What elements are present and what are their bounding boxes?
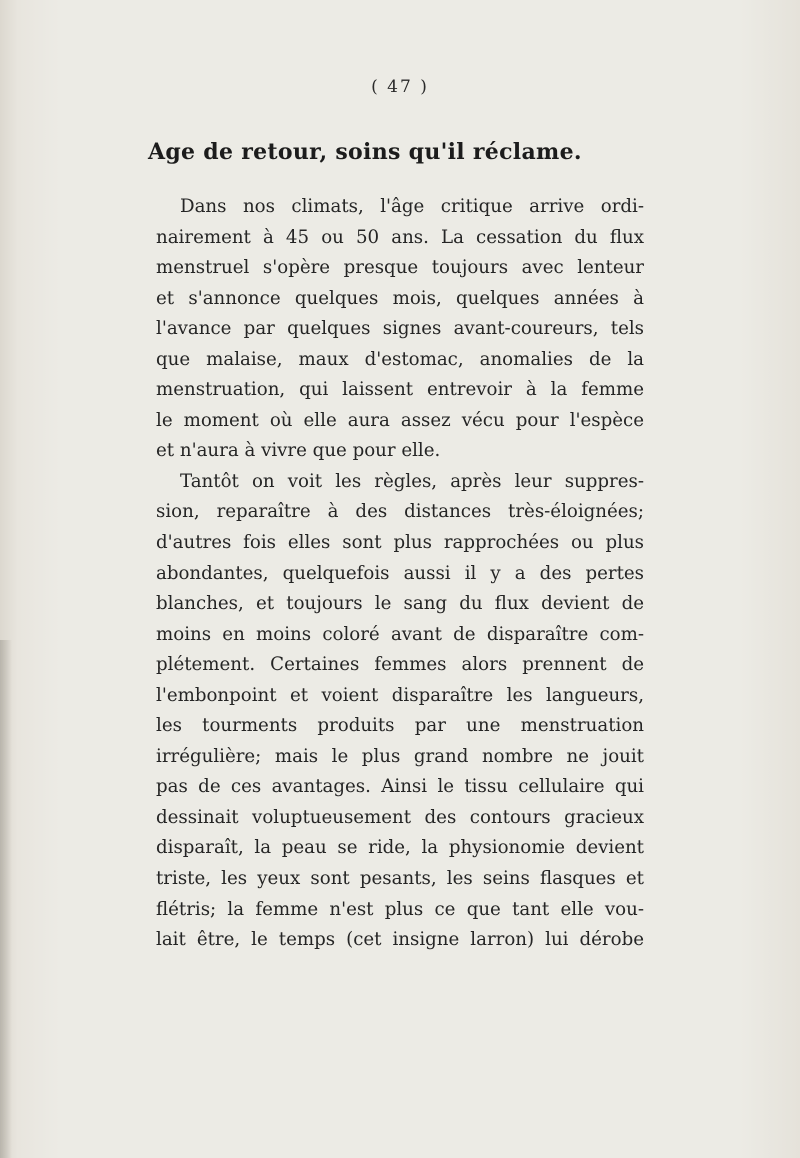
text-line: et n'aura à vivre que pour elle. — [156, 440, 441, 462]
page-edge-shadow — [0, 640, 12, 1158]
text-line: disparaît, la peau se ride, la physionomie devient — [156, 837, 644, 859]
text-line: les tourments produits par une menstruation — [156, 715, 644, 737]
text-line: nairement à 45 ou 50 ans. La cessation du flux — [156, 226, 644, 248]
text-line: Dans nos climats, l'âge critique arrive ordi- — [180, 196, 644, 217]
text-line: plétement. Certaines femmes alors prennent de — [156, 654, 644, 676]
text-line: flétris; la femme n'est plus ce que tant elle vou- — [156, 898, 644, 920]
body-text — [156, 192, 644, 956]
text-line: blanches, et toujours le sang du flux devient de — [156, 593, 644, 615]
page-number: ( 47 ) — [371, 77, 429, 97]
text-line: lait être, le temps (cet insigne larron) lui dérobe — [156, 929, 644, 951]
text-line: Tantôt on voit les règles, après leur suppres- — [180, 470, 644, 492]
text-line: et s'annonce quelques mois, quelques années à — [156, 287, 644, 309]
text-line: dessinait voluptueusement des contours gracieux — [156, 806, 644, 828]
text-line: menstruation, qui laissent entrevoir à la femme — [156, 379, 644, 401]
text-line: l'avance par quelques signes avant-coureurs, tels — [156, 318, 644, 340]
text-line: abondantes, quelquefois aussi il y a des pertes — [156, 562, 644, 584]
text-line: pas de ces avantages. Ainsi le tissu cellulaire qui — [156, 776, 644, 798]
text-line: sion, reparaître à des distances très-éloignées; — [156, 501, 644, 523]
text-line: triste, les yeux sont pesants, les seins flasques et — [156, 868, 644, 890]
section-heading: Age de retour, soins qu'il réclame. — [148, 139, 582, 165]
text-line: l'embonpoint et voient disparaître les langueurs, — [156, 684, 644, 706]
text-line: moins en moins coloré avant de disparaître com- — [156, 623, 644, 645]
text-line: d'autres fois elles sont plus rapprochées ou plus — [156, 532, 644, 554]
text-line: le moment où elle aura assez vécu pour l'espèce — [156, 409, 644, 431]
text-line: irrégulière; mais le plus grand nombre ne jouit — [156, 745, 644, 767]
text-line: menstruel s'opère presque toujours avec lenteur — [156, 257, 644, 279]
text-line: que malaise, maux d'estomac, anomalies de la — [156, 348, 644, 370]
